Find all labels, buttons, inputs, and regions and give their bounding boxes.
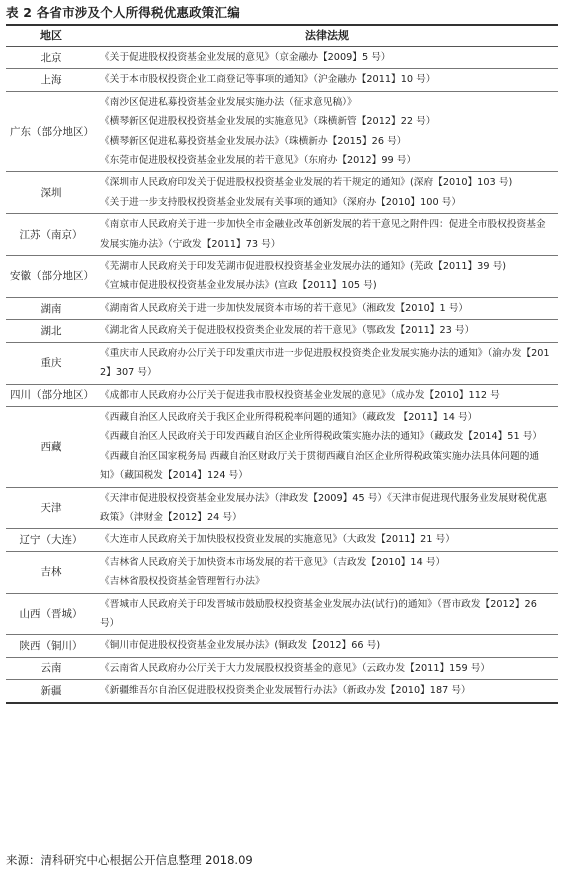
region-cell: 深圳 (40, 186, 62, 199)
law-cell (96, 214, 558, 255)
law-entry: 《南沙区促进私募投资基金业发展实施办法（征求意见稿）》 (100, 96, 357, 108)
table-caption: 表 2 各省市涉及个人所得税优惠政策汇编 (6, 5, 240, 20)
table-row (6, 69, 558, 91)
region-cell: 吉林 (40, 566, 62, 579)
region-cell: 西藏 (40, 440, 62, 453)
law-cell (96, 529, 558, 550)
table-row (6, 298, 558, 320)
table-row (6, 658, 558, 680)
region-cell: 四川（部分地区） (10, 389, 94, 402)
law-entry: 《晋城市人民政府关于印发晋城市鼓励股权投资基金业发展办法(试行)的通知》（晋市政发【2012】26 号） (100, 598, 537, 629)
table-row (6, 92, 558, 173)
law-cell (96, 47, 558, 68)
region-cell: 安徽（部分地区） (10, 270, 94, 283)
region-cell: 陕西（铜川） (19, 640, 83, 653)
region-cell: 山西（晋城） (19, 607, 83, 620)
law-cell (96, 635, 558, 656)
region-cell: 北京 (40, 51, 62, 64)
region-cell: 广东（部分地区） (10, 125, 94, 138)
law-cell (96, 407, 558, 487)
law-entry: 《关于进一步支持股权投资基金业发展有关事项的通知》（深府办【2010】100 号） (100, 196, 462, 208)
table-row (6, 552, 558, 594)
law-entry: 《湖南省人民政府关于进一步加快发展资本市场的若干意见》（湘政发【2010】1 号） (100, 302, 469, 314)
law-entry: 《云南省人民政府办公厅关于大力发展股权投资基金的意见》（云政办发【2011】159 号） (100, 662, 491, 674)
law-entry: 《关于促进股权投资基金业发展的意见》（京金融办【2009】5 号） (100, 52, 391, 63)
law-entry: 《吉林省人民政府关于加快资本市场发展的若干意见》（吉政发【2010】14 号） (100, 556, 446, 568)
region-cell: 重庆 (40, 357, 62, 370)
table-row (6, 256, 558, 298)
table-row (6, 594, 558, 636)
law-cell (96, 256, 558, 297)
policy-table (6, 24, 558, 704)
table-row (6, 680, 558, 701)
law-entry: 《横琴新区促进私募投资基金业发展办法》（珠横新办【2015】26 号） (100, 135, 407, 147)
law-cell (96, 69, 558, 90)
law-entry: 《西藏自治区人民政府关于印发西藏自治区企业所得税政策实施办法的通知》（藏政发【2014】51 号） (100, 431, 543, 443)
law-cell (96, 680, 558, 701)
law-entry: 《铜川市促进股权投资基金业发展办法》(铜政发【2012】66 号) (100, 640, 381, 652)
region-cell: 湖南 (40, 302, 62, 315)
law-entry: 《宣城市促进股权投资基金业发展办法》(宣政【2011】105 号) (100, 280, 377, 292)
region-cell: 天津 (40, 501, 62, 514)
region-cell: 新疆 (40, 684, 62, 697)
table-row (6, 635, 558, 657)
region-cell: 辽宁（大连） (19, 534, 83, 547)
table-body (6, 47, 558, 702)
law-entry: 《东莞市促进股权投资基金业发展的若干意见》（东府办【2012】99 号） (100, 155, 417, 167)
table-row (6, 385, 558, 407)
law-cell (96, 172, 558, 213)
law-cell (96, 92, 558, 172)
law-entry: 《深圳市人民政府印发关于促进股权投资基金业发展的若干规定的通知》(深府【2010】103 号) (100, 177, 513, 189)
region-cell: 江苏（南京） (19, 228, 83, 241)
law-entry: 《西藏自治区人民政府关于我区企业所得税税率问题的通知》（藏政发 【2011】14 号） (100, 411, 478, 423)
law-entry: 《横琴新区促进股权投资基金业发展的实施意见》（珠横新管【2012】22 号） (100, 116, 436, 128)
law-cell (96, 385, 558, 406)
law-entry: 《南京市人民政府关于进一步加快全市金融业改革创新发展的若干意见之附件四：促进全市股权投资基金发展实施办法》（宁政发【2011】73 号） (100, 219, 546, 250)
table-row (6, 488, 558, 530)
header-region: 地区 (40, 29, 62, 42)
law-entry: 《大连市人民政府关于加快股权投资业发展的实施意见》（大政发【2011】21 号） (100, 534, 455, 546)
table-header (6, 26, 558, 47)
law-entry: 《关于本市股权投资企业工商登记等事项的通知》（沪金融办【2011】10 号） (100, 74, 436, 86)
law-cell (96, 320, 558, 341)
source-note: 来源：清科研究中心根据公开信息整理 2018.09 (6, 853, 253, 867)
table-row (6, 407, 558, 488)
law-cell (96, 298, 558, 319)
law-cell (96, 343, 558, 384)
law-cell (96, 488, 558, 529)
law-entry: 《新疆维吾尔自治区促进股权投资类企业发展暂行办法》（新政办发【2010】187 号） (100, 685, 471, 697)
law-cell (96, 658, 558, 679)
region-cell: 上海 (40, 74, 62, 87)
header-law: 法律法规 (305, 29, 349, 43)
law-entry: 《芜湖市人民政府关于印发芜湖市促进股权投资基金业发展办法的通知》(芜政【2011】39 号) (100, 261, 507, 273)
region-cell: 湖北 (40, 324, 62, 337)
table-row (6, 47, 558, 69)
table-row (6, 529, 558, 551)
law-entry: 《成都市人民政府办公厅关于促进我市股权投资基金业发展的意见》（成办发【2010】112 号 (100, 389, 500, 401)
table-row (6, 343, 558, 385)
table-row (6, 172, 558, 214)
table-row (6, 320, 558, 342)
law-cell (96, 594, 558, 635)
law-entry: 《西藏自治区国家税务局 西藏自治区财政厅关于贯彻西藏自治区企业所得税政策实施办法具体问题的通知》（藏国税发【2014】124 号） (100, 450, 540, 482)
law-cell (96, 552, 558, 593)
law-entry: 《湖北省人民政府关于促进股权投资类企业发展的若干意见》（鄂政发【2011】23 号） (100, 325, 475, 337)
law-entry: 《重庆市人民政府办公厅关于印发重庆市进一步促进股权投资类企业发展实施办法的通知》（渝办发【2012】307 号） (100, 347, 550, 379)
region-cell: 云南 (40, 662, 62, 675)
law-entry: 《吉林省股权投资基金管理暂行办法》 (100, 576, 265, 588)
law-entry: 《天津市促进股权投资基金业发展办法》（津政发【2009】45 号）《天津市促进现代服务业发展财税优惠政策》（津财金【2012】24 号） (100, 492, 547, 523)
table-row (6, 214, 558, 256)
